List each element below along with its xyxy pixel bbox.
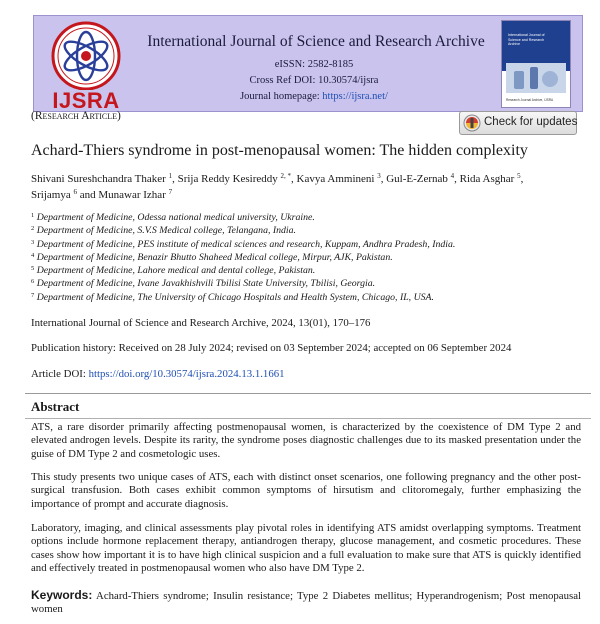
affiliation: $^4$ Department of Medicine, Benazir Bhutto Shaheed Medical college, Mirpur, AJK, Pakistan.	[31, 251, 393, 263]
homepage-link[interactable]: https://ijsra.net/	[322, 91, 388, 102]
affiliation: $^5$ Department of Medicine, Lahore medical and dental college, Pakistan.	[31, 265, 316, 277]
article-type: (Research Article)	[31, 110, 121, 122]
author: Munawar Izhar $^7$	[98, 188, 173, 201]
abstract-paragraph: Laboratory, imaging, and clinical assessments play pivotal roles in identifying ATS amidst overlapping symptoms. Treatment options include hormone replacement therapy, antiandrogen therapy, glucose management, and cosmetic procedures. These cases show how important it is to have high clinical suspicion and a full evaluation to make sure that ATS is quickly identified and effectively treated in postmenopausal women who also have DM Type 2.	[31, 522, 581, 575]
homepage-label: Journal homepage:	[240, 91, 323, 102]
keywords	[31, 589, 581, 617]
crossref-doi: Cross Ref DOI: 10.30574/ijsra	[249, 75, 379, 86]
keywords-label: Keywords:	[31, 588, 93, 602]
journal-homepage	[224, 91, 404, 102]
journal-name: International Journal of Science and Research Archive	[147, 33, 485, 50]
check-for-updates-label: Check for updates	[484, 116, 578, 128]
ijsra-logo	[40, 18, 136, 113]
article-doi	[31, 368, 285, 380]
affiliation: $^3$ Department of Medicine, PES institute of medical sciences and research, Kuppam, Andhra Pradesh, India.	[31, 238, 456, 250]
keywords-text: Achard-Thiers syndrome; Insulin resistance; Type 2 Diabetes mellitus; Hyperandrogenism; Post menopausal women	[31, 590, 581, 616]
abstract-paragraph: This study presents two unique cases of ATS, each with distinct onset scenarios, one following pregnancy and the other post-surgical transfusion. Both cases exhibit common symptoms of hirsutism and clitoromegaly, further emphasizing the importance of prompt and accurate diagnosis.	[31, 471, 581, 510]
abstract-paragraph: ATS, a rare disorder primarily affecting postmenopausal women, is characterized by the coexistence of DM Type 2 and elevated androgen levels. Despite its rarity, the syndrome poses diagnostic challenges due to its masked presentation under the guise of DM Type 2 and cosmetologic uses.	[31, 421, 581, 460]
abstract-divider	[25, 418, 591, 419]
affiliation: $^2$ Department of Medicine, S.V.S Medical college, Telangana, India.	[31, 225, 296, 237]
author: Srija Reddy Kesireddy $^{2, *}$,	[177, 172, 297, 185]
crossmark-icon	[463, 114, 481, 132]
author: Rida Asghar $^5$,	[459, 172, 524, 185]
author: Srijamya $^6$ and	[31, 188, 99, 201]
affiliation: $^7$ Department of Medicine, The University of Chicago Hospitals and Health System, Chicago, IL, USA.	[31, 291, 434, 303]
author: Gul-E-Zernab $^4$,	[386, 172, 460, 185]
atom-icon	[40, 18, 136, 90]
abstract-heading: Abstract	[31, 399, 80, 414]
citation: International Journal of Science and Research Archive, 2024, 13(01), 170–176	[31, 317, 371, 329]
cover-image	[506, 63, 566, 93]
doi-link[interactable]: https://doi.org/10.30574/ijsra.2024.13.1.1661	[88, 368, 285, 380]
article-title: Achard-Thiers syndrome in post-menopausal women: The hidden complexity	[31, 142, 528, 159]
cover-footer: Research Journal Archive, IJSRA	[506, 98, 554, 102]
eissn: eISSN: 2582-8185	[274, 59, 354, 70]
lab-image-icon	[506, 63, 566, 93]
author-list	[31, 171, 583, 203]
cover-title: International Journal of Science and Research Archive	[508, 33, 545, 46]
journal-header-banner	[33, 15, 583, 112]
author: Kavya Ammineni $^3$,	[296, 172, 387, 185]
journal-cover-thumbnail	[501, 20, 571, 108]
affiliation-list	[31, 211, 591, 304]
publication-history: Publication history: Received on 28 July 2024; revised on 03 September 2024; accepted on 06 September 2024	[31, 342, 512, 354]
doi-label: Article DOI:	[31, 368, 89, 380]
abstract-section	[25, 393, 591, 619]
logo-text: IJSRA	[52, 88, 120, 113]
affiliation: $^6$ Department of Medicine, Ivane Javakhishvili Tbilisi State University, Tbilisi, Georgia.	[31, 278, 376, 290]
affiliation: $^1$ Department of Medicine, Odessa national medical university, Ukraine.	[31, 212, 315, 223]
author: Shivani Sureshchandra Thaker $^1$,	[31, 172, 178, 185]
check-for-updates-button[interactable]	[459, 111, 577, 135]
